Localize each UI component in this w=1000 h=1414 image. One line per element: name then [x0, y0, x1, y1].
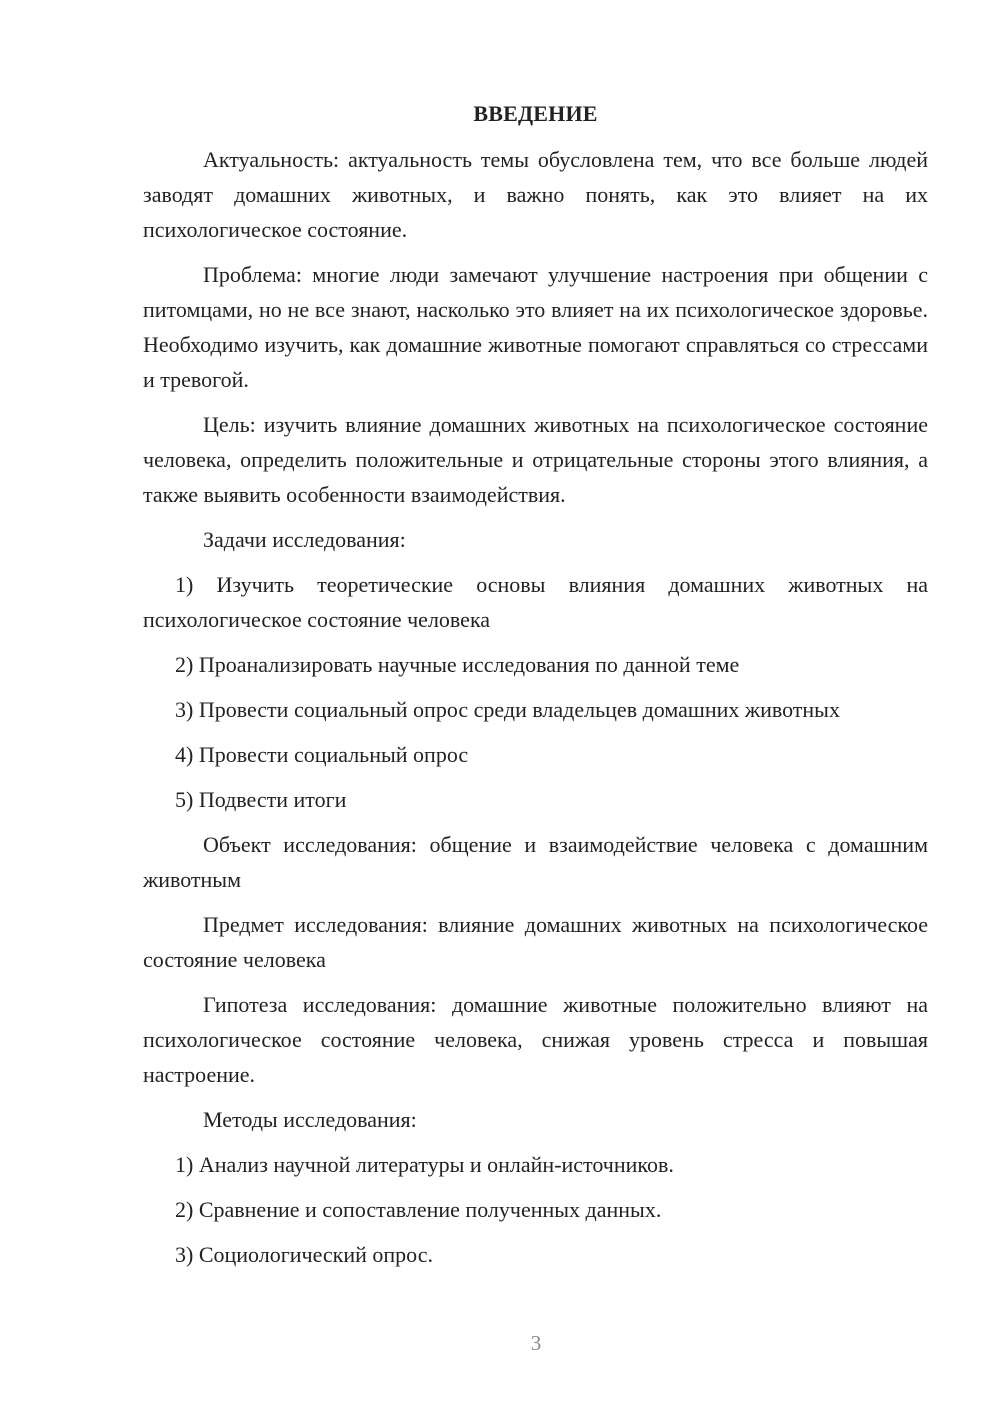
object-paragraph: Объект исследования: общение и взаимодействие человека с домашним животным	[143, 832, 928, 892]
relevance-paragraph: Актуальность: актуальность темы обусловлена тем, что все больше людей заводят домашних животных, и важно понять, как это влияет на их психологическое состояние.	[143, 147, 928, 242]
task-item-2: 2) Проанализировать научные исследования по данной теме	[175, 652, 740, 677]
method-item-2: 2) Сравнение и сопоставление полученных данных.	[175, 1197, 662, 1222]
method-item-1: 1) Анализ научной литературы и онлайн-источников.	[175, 1152, 674, 1177]
method-item-3: 3) Социологический опрос.	[175, 1242, 433, 1267]
methods-heading: Методы исследования:	[203, 1107, 417, 1132]
goal-paragraph: Цель: изучить влияние домашних животных на психологическое состояние человека, определить положительные и отрицательные стороны этого влияния, а также выявить особенности взаимодействия.	[143, 412, 928, 507]
task-item-4: 4) Провести социальный опрос	[175, 742, 469, 767]
hypothesis-paragraph: Гипотеза исследования: домашние животные положительно влияют на психологическое состояние человека, снижая уровень стресса и повышая настроение.	[143, 992, 928, 1087]
subject-paragraph: Предмет исследования: влияние домашних животных на психологическое состояние человека	[143, 912, 928, 972]
task-item-1: 1) Изучить теоретические основы влияния домашних животных на психологическое состояние человека	[143, 572, 928, 632]
problem-paragraph: Проблема: многие люди замечают улучшение настроения при общении с питомцами, но не все знают, насколько это влияет на их психологическое здоровье. Необходимо изучить, как домашние животные помогают справляться со стрессами и тревогой.	[143, 262, 928, 392]
page-number: 3	[530, 1331, 542, 1355]
tasks-heading: Задачи исследования:	[203, 527, 406, 552]
task-item-3: 3) Провести социальный опрос среди владельцев домашних животных	[175, 697, 840, 722]
task-item-5: 5) Подвести итоги	[175, 787, 347, 812]
section-title: ВВЕДЕНИЕ	[473, 101, 598, 126]
document-body	[143, 96, 928, 1282]
